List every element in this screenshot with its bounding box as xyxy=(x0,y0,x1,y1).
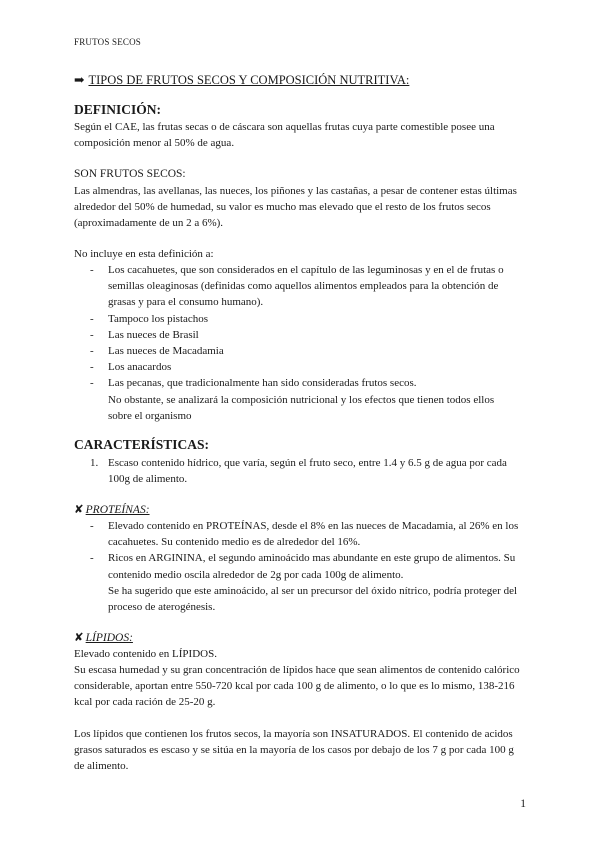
proteinas-heading-text: PROTEÍNAS: xyxy=(85,504,150,516)
list-item-text: Escaso contenido hídrico, que varía, según el fruto seco, entre 1.4 y 6.5 g de agua por cada 100g de alimento. xyxy=(108,457,507,486)
no-incluye-intro: No incluye en esta definición a: xyxy=(74,248,214,260)
list-item-number: 1. xyxy=(90,457,99,469)
arrow-right-icon: ➡ xyxy=(74,73,85,87)
list-item-text: Ricos en ARGININA, el segundo aminoácido mas abundante en este grupo de alimentos. Su contenido medio oscila alrededor de 2g por cada 100g de alimento. xyxy=(108,552,516,581)
no-incluye-list xyxy=(74,262,520,424)
list-item: - Los anacardos xyxy=(74,359,520,375)
list-item: - Tampoco los pistachos xyxy=(74,311,520,327)
list-item xyxy=(74,550,520,615)
list-item: - Elevado contenido en PROTEÍNAS, desde el 8% en las nueces de Macadamia, al 26% en los cacahuetes. Su contenido medio es de alrededor del 16%. xyxy=(74,518,520,550)
page-header: FRUTOS SECOS xyxy=(74,37,142,47)
proteinas-list xyxy=(74,518,520,615)
list-item-text: Las pecanas, que tradicionalmente han sido consideradas frutos secos. xyxy=(108,377,417,390)
lipidos-para2: Los lípidos que contienen los frutos secos, la mayoría son INSATURADOS. El contenido de acidos grasos saturados es escaso y se sitúa en la mayoría de los casos por debajo de los 7 g por cada 100 g de alimento. xyxy=(74,728,514,773)
cross-mark-icon: ✘ xyxy=(74,632,84,644)
list-note: Se ha sugerido que este aminoácido, al ser un precursor del óxido nítrico, podría proteger del proceso de aterogénesis. xyxy=(108,584,518,614)
lipidos-heading-text: LÍPIDOS: xyxy=(85,632,133,644)
definicion-heading: DEFINICIÓN: xyxy=(74,102,162,117)
son-frutos-heading: SON FRUTOS SECOS: xyxy=(74,168,186,180)
caracteristicas-list xyxy=(74,455,520,487)
list-item xyxy=(74,455,520,487)
lipidos-para1: Su escasa humedad y su gran concentración de lípidos hace que sean alimentos de contenido calórico considerable, aportan entre 550-720 kcal por cada 100 g de alimento, o lo que es lo mismo, 138-216 kcal por cada ración de 25-20 g. xyxy=(74,664,520,709)
list-item: - Las nueces de Brasil xyxy=(74,327,520,343)
definicion-text: Según el CAE, las frutas secas o de cáscara son aquellas frutas cuya parte comestible posee una composición menor al 50% de agua. xyxy=(74,121,495,150)
lipidos-line1: Elevado contenido en LÍPIDOS. xyxy=(74,648,217,660)
document-title-text: TIPOS DE FRUTOS SECOS Y COMPOSICIÓN NUTRITIVA: xyxy=(88,73,410,87)
list-item xyxy=(74,375,520,424)
caracteristicas-heading: CARACTERÍSTICAS: xyxy=(74,437,210,452)
son-frutos-text: Las almendras, las avellanas, las nueces, los piñones y las castañas, a pesar de contener estas últimas alrededor del 50% de humedad, su valor es mucho mas elevado que el resto de los frutos secos (aproximadamente de un 2 a 6%). xyxy=(74,185,517,230)
cross-mark-icon: ✘ xyxy=(74,504,84,516)
lipidos-heading xyxy=(74,630,133,644)
list-item: - Los cacahuetes, que son considerados en el capítulo de las leguminosas y en el de frutas o semillas oleaginosas (definidas como aquellos alimentos empleados para la obtención de grasas y para el consumo humano). xyxy=(74,262,520,311)
proteinas-heading xyxy=(74,502,150,516)
list-note: No obstante, se analizará la composición nutricional y los efectos que tienen todos ellos sobre el organismo xyxy=(108,393,495,422)
list-item: - Las nueces de Macadamia xyxy=(74,343,520,359)
document-title xyxy=(74,72,409,88)
page-number: 1 xyxy=(520,798,526,810)
